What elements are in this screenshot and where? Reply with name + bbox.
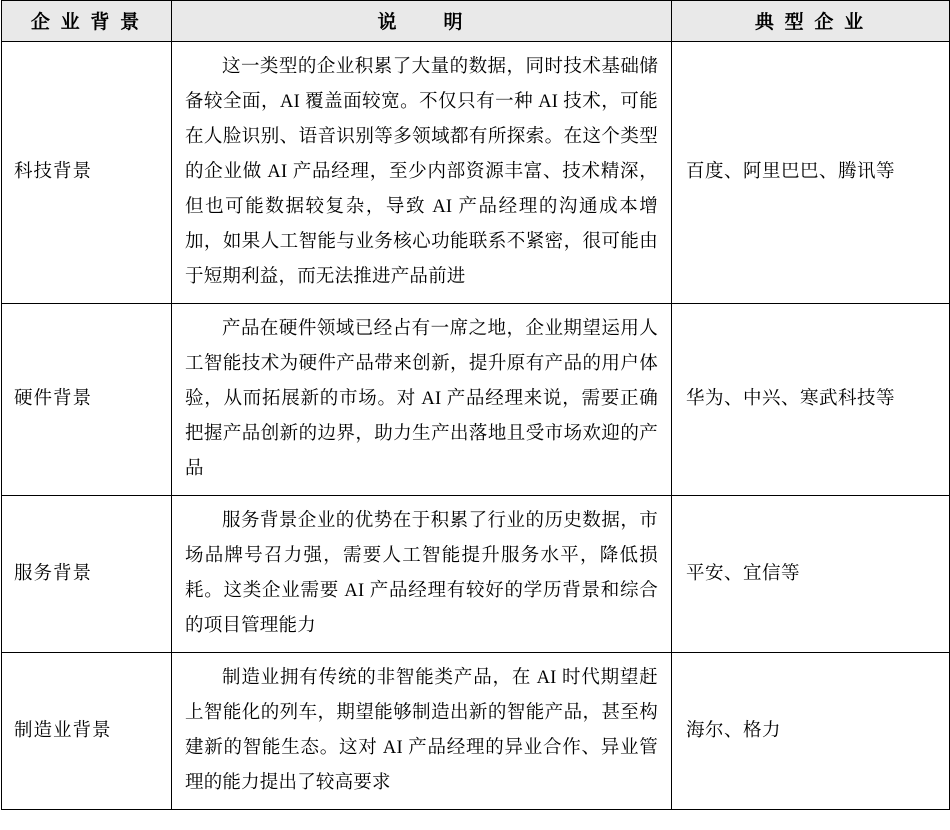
cell-firms: 平安、宜信等 [672,496,950,653]
table-body [2,42,950,810]
cell-description [172,42,672,304]
enterprise-background-table [1,0,950,810]
cell-background: 科技背景 [2,42,172,304]
cell-background: 硬件背景 [2,304,172,496]
table-row [2,496,950,653]
table-header-row [2,1,950,42]
cell-description [172,304,672,496]
table-row [2,42,950,304]
description-text: 这一类型的企业积累了大量的数据，同时技术基础储备较全面，AI 覆盖面较宽。不仅只有一种 AI 技术，可能在人脸识别、语音识别等多领域都有所探索。在这个类型的企业做 AI 产品经理，至少内部资源丰富、技术精深，但也可能数据较复杂，导致 AI 产品经理的沟通成本增加，如果人工智能与业务核心功能联系不紧密，很可能由于短期利益，而无法推进产品前进 [185,57,658,287]
table-header [2,1,950,42]
table-row [2,653,950,810]
cell-description [172,653,672,810]
column-header-firms: 典 型 企 业 [672,1,950,42]
table-row [2,304,950,496]
cell-description [172,496,672,653]
description-text: 制造业拥有传统的非智能类产品，在 AI 时代期望赶上智能化的列车，期望能够制造出新的智能产品，甚至构建新的智能生态。这对 AI 产品经理的异业合作、异业管理的能力提出了较高要求 [185,668,658,793]
cell-background: 制造业背景 [2,653,172,810]
cell-firms: 海尔、格力 [672,653,950,810]
column-header-description: 说 明 [172,1,672,42]
description-text: 服务背景企业的优势在于积累了行业的历史数据，市场品牌号召力强，需要人工智能提升服务水平，降低损耗。这类企业需要 AI 产品经理有较好的学历背景和综合的项目管理能力 [185,511,658,636]
column-header-background: 企 业 背 景 [2,1,172,42]
cell-firms: 百度、阿里巴巴、腾讯等 [672,42,950,304]
cell-background: 服务背景 [2,496,172,653]
cell-firms: 华为、中兴、寒武科技等 [672,304,950,496]
description-text: 产品在硬件领域已经占有一席之地，企业期望运用人工智能技术为硬件产品带来创新，提升原有产品的用户体验，从而拓展新的市场。对 AI 产品经理来说，需要正确把握产品创新的边界，助力生产出落地且受市场欢迎的产品 [185,319,658,479]
